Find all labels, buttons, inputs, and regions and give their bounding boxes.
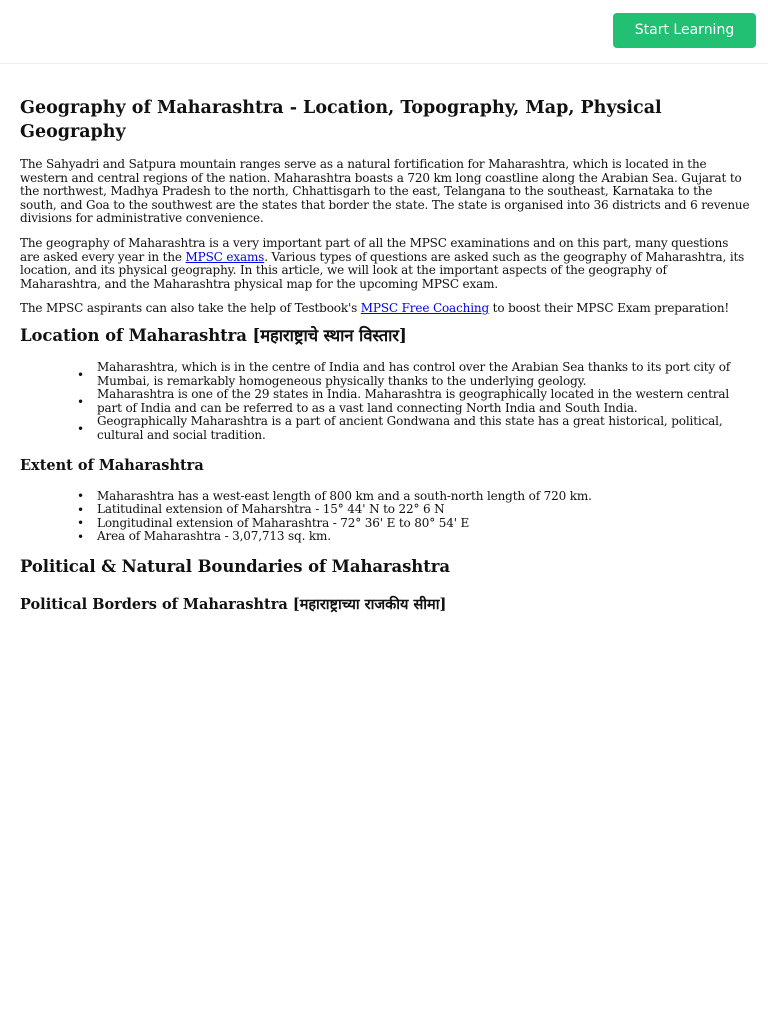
boundaries-heading: Political & Natural Boundaries of Maharashtra	[20, 556, 450, 576]
intro-paragraph: The Sahyadri and Satpura mountain ranges serve as a natural fortification for Maharashtra, which is located in the western and central regions of the nation. Maharashtra boasts a 720 km long coastline along the Arabian Sea. Gujarat to the northwest, Madhya Pradesh to the north, Chhattisgarh to the east, Telangana to the southeast, Karnataka to the south, and Goa to the southwest are the states that border the state. The state is organised into 36 districts and 6 revenue divisions for administrative convenience.	[20, 157, 750, 226]
bullet-icon: •	[77, 530, 84, 545]
coaching-paragraph	[20, 302, 750, 316]
list-item	[77, 488, 750, 504]
bullet-icon: •	[77, 367, 84, 382]
extent-list	[20, 490, 750, 544]
list-item	[77, 529, 750, 545]
mpsc-paragraph-text-before: The geography of Maharashtra is a very important part of all the MPSC examinations and on this part, many questions are asked every year in the	[20, 235, 729, 264]
list-item-text: Latitudinal extension of Maharshtra - 15° 44' N to 22° 6 N	[97, 502, 445, 517]
coaching-paragraph-text-after: to boost their MPSC Exam preparation!	[489, 301, 730, 316]
list-item-text: Area of Maharashtra - 3,07,713 sq. km.	[97, 529, 331, 544]
list-item	[77, 359, 750, 388]
mpsc-paragraph-text-after: . Various types of questions are asked such as the geography of Maharashtra, its location, and its physical geography. In this article, we will look at the important aspects of the geography of Maharashtra, and the Maharashtra physical map for the upcoming MPSC exam.	[20, 249, 745, 291]
bullet-icon: •	[77, 489, 84, 504]
list-item-text: Maharashtra, which is in the centre of India and has control over the Arabian Sea thanks to its port city of Mumbai, is remarkably homogeneous physically thanks to the underlying geology.	[97, 359, 731, 388]
mpsc-free-coaching-link[interactable]: MPSC Free Coaching	[360, 301, 490, 316]
bullet-icon: •	[77, 516, 84, 531]
list-item-text: Geographically Maharashtra is a part of ancient Gondwana and this state has a great historical, political, cultural and social tradition.	[97, 414, 723, 442]
coaching-paragraph-text-before: The MPSC aspirants can also take the help of Testbook's	[20, 301, 361, 316]
list-item	[77, 515, 750, 531]
bullet-icon: •	[77, 421, 84, 436]
list-item-text: Longitudinal extension of Maharashtra - 72° 36' E to 80° 54' E	[97, 515, 470, 530]
list-item-text: Maharashtra is one of the 29 states in India. Maharashtra is geographically located in the western central part of India and can be referred to as a vast land connecting North India and South India.	[97, 387, 730, 415]
extent-heading: Extent of Maharashtra	[20, 456, 204, 474]
bullet-icon: •	[77, 502, 84, 517]
location-list	[20, 361, 750, 443]
list-item	[77, 502, 750, 517]
location-heading: Location of Maharashtra [महाराष्ट्राचे स्थान विस्तार]	[20, 325, 407, 345]
mpsc-exams-link[interactable]: MPSC exams	[185, 249, 265, 264]
bullet-icon: •	[77, 394, 84, 409]
start-learning-button[interactable]: Start Learning	[613, 13, 756, 48]
top-bar	[0, 0, 768, 64]
page-title: Geography of Maharashtra - Location, Topography, Map, Physical Geography	[20, 98, 662, 142]
article	[20, 64, 750, 616]
list-item-text: Maharashtra has a west-east length of 800 km and a south-north length of 720 km.	[97, 488, 592, 503]
list-item	[77, 414, 750, 442]
list-item	[77, 387, 750, 415]
mpsc-paragraph	[20, 237, 750, 291]
political-borders-heading: Political Borders of Maharashtra [महाराष्ट्राच्या राजकीय सीमा]	[20, 595, 447, 613]
